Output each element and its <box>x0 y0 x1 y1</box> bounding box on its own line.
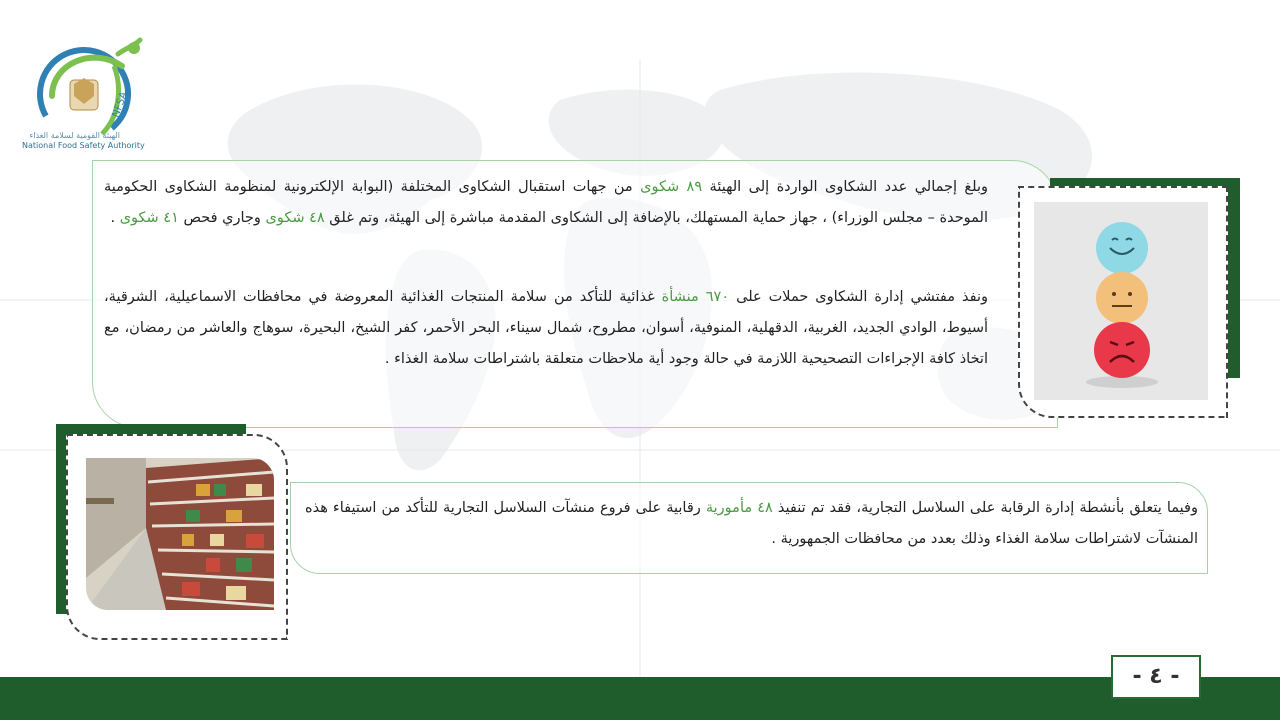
page-number: - ٤ - <box>1111 655 1201 699</box>
text-run: وجاري فحص <box>178 210 266 226</box>
highlighted-figure: ٨٩ شكوى <box>640 179 703 195</box>
highlighted-figure: ٤٨ شكوى <box>265 210 325 226</box>
text-run: وبلغ إجمالي عدد الشكاوى الواردة إلى الهيئة <box>702 179 988 195</box>
text-run: . <box>110 210 120 226</box>
brand-name-en: National Food Safety Authority <box>22 141 145 150</box>
text-run: ونفذ مفتشي إدارة الشكاوى حملات على <box>729 289 988 305</box>
supermarket-image <box>86 458 274 610</box>
inspections-paragraph <box>104 282 988 375</box>
emoji-image-frame <box>1010 176 1242 420</box>
highlighted-figure: ٦٧٠ منشأة <box>661 289 730 305</box>
logo-caption <box>22 131 172 151</box>
text-run: من جهات استقبال الشكاوى المختلفة (البوابة الإلكترونية لمنظومة الشكاوى الحكومية الموحدة – مجلس الوزراء) ، جهاز حماية المستهلك، بالإضافة إلى الشكاوى المقدمة مباشرة إلى الهيئة، وتم غلق <box>104 179 988 226</box>
emoji-balls-image <box>1034 202 1208 400</box>
text-run: وفيما يتعلق بأنشطة إدارة الرقابة على السلاسل التجارية، فقد تم تنفيذ <box>772 500 1198 516</box>
brand-name-ar: الهيئة القومية لسلامة الغذاء <box>29 131 120 140</box>
highlighted-figure: ٤٨ مأمورية <box>705 500 773 516</box>
text-run: رقابية على فروع منشآت السلاسل التجارية للتأكد من استيفاء هذه المنشآت لاشتراطات سلامة الغذاء وذلك بعدد من محافظات الجمهورية . <box>305 500 1198 547</box>
supermarket-image-frame <box>56 424 296 642</box>
footer-bar <box>0 677 1280 720</box>
highlighted-figure: ٤١ شكوى <box>119 210 179 226</box>
complaints-paragraph <box>104 172 988 234</box>
text-run: غذائية للتأكد من سلامة المنتجات الغذائية المعروضة في محافظات الاسماعيلية، الشرقية، أسيوط، الوادي الجديد، الغربية، الدقهلية، المنوفية، أسوان، مطروح، شمال سيناء، البحر الأحمر، كفر الشيخ، البحيرة، سوهاج والعاشر من رمضان، مع اتخاذ كافة الإجراءات التصحيحية اللازمة في حالة وجود أية ملاحظات متعلقة باشتراطات سلامة الغذاء . <box>104 289 988 367</box>
chains-paragraph <box>305 493 1198 555</box>
logo-abbr: NFSA <box>110 90 130 120</box>
